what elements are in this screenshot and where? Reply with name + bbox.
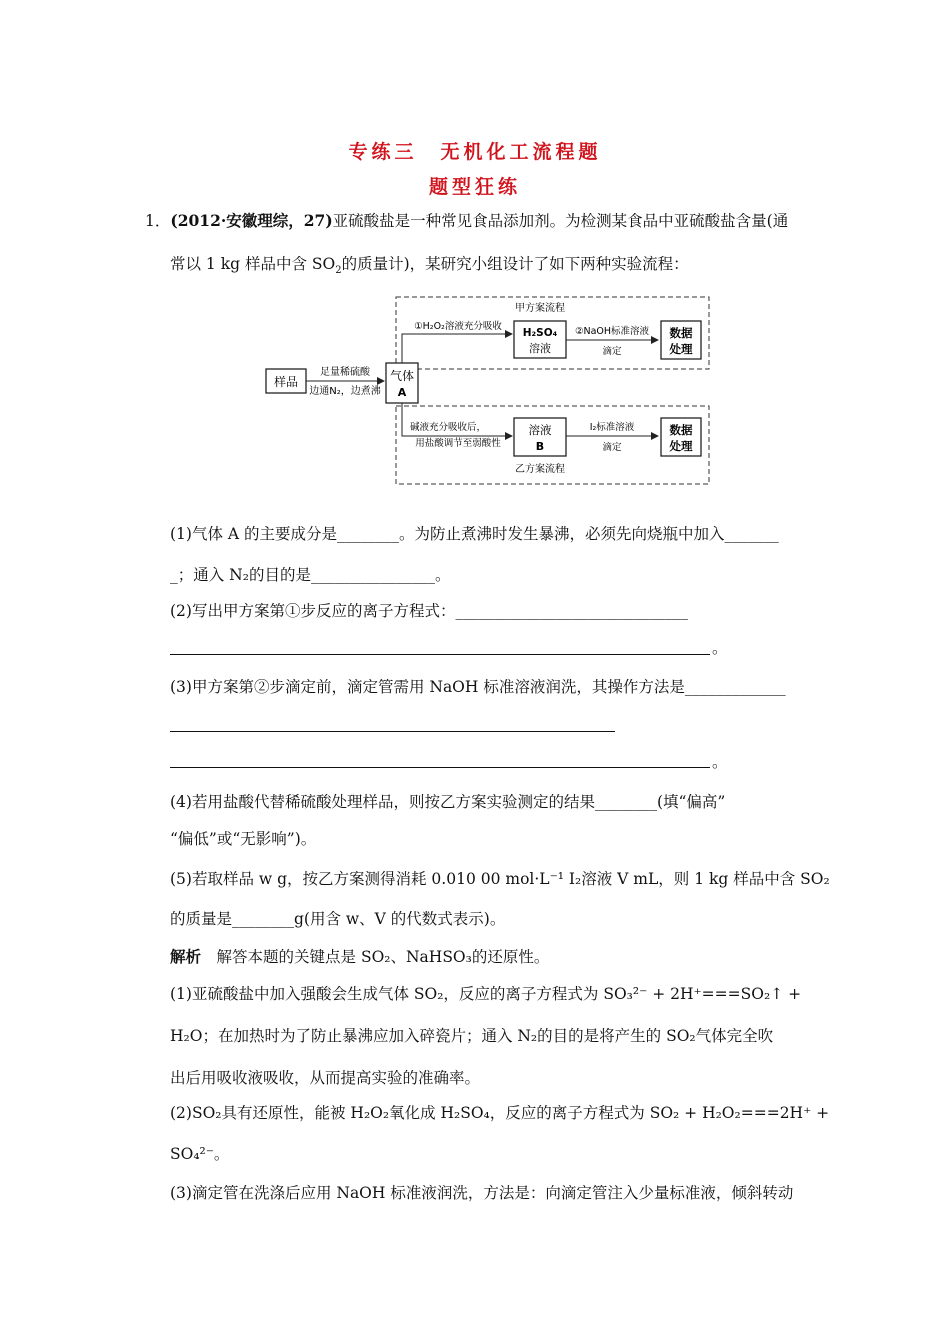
page-subtitle: 题型狂练 [428, 176, 521, 198]
analysis-p1-c: 出后用吸收液吸收，从而提高实验的准确率。 [170, 1069, 481, 1087]
analysis-p1-b: H₂O；在加热时为了防止暴沸应加入碎瓷片；通入 N₂的目的是将产生的 SO₂气体完全吹 [170, 1027, 774, 1045]
plan-a-step2-top: ②NaOH标准溶液 [574, 326, 650, 337]
plan-a-title: 甲方案流程 [515, 303, 565, 314]
plan-a-box1-line2: 溶液 [529, 342, 551, 355]
analysis-p1-a: (1)亚硫酸盐中加入强酸会生成气体 SO₂，反应的离子方程式为 SO₃²⁻ + 2H⁺===SO₂↑ + [170, 985, 802, 1003]
arrow1-top-label: 足量稀硫酸 [320, 367, 370, 378]
q5-line-a: (5)若取样品 w g，按乙方案测得消耗 0.010 00 mol·L⁻¹ I₂溶液 V mL，则 1 kg 样品中含 SO₂ [170, 870, 830, 888]
plan-a-step2-bottom: 滴定 [602, 346, 622, 357]
q2-line-end: 。 [712, 639, 728, 657]
q2-answer-rule [170, 654, 710, 655]
plan-a-box2-line2: 处理 [669, 342, 693, 356]
plan-b-box1-line2: B [535, 440, 545, 453]
q3-line-end: 。 [712, 753, 728, 771]
analysis-p3: (3)滴定管在洗涤后应用 NaOH 标准液润洗，方法是：向滴定管注入少量标准液，倾斜转动 [170, 1184, 794, 1202]
question-stem-b1: 常以 1 kg 样品中含 SO [170, 255, 336, 273]
gas-a-label-1: 气体 [389, 369, 415, 383]
q4-line-a: (4)若用盐酸代替稀硫酸处理样品，则按乙方案实验测定的结果________(填“偏高” [170, 793, 726, 811]
question-stem-line-1 [145, 210, 789, 232]
page-title: 专练三 无机化工流程题 [348, 141, 602, 163]
q1-line-b: _；通入 N₂的目的是________________。 [170, 566, 451, 584]
q5-line-b: 的质量是________g(用含 w、V 的代数式表示)。 [170, 910, 506, 928]
plan-b-box1-line1: 溶液 [528, 423, 552, 437]
q3-answer-rule-1 [170, 731, 615, 732]
plan-a-step1-label: ①H₂O₂溶液充分吸收 [414, 321, 502, 332]
arrow1-bottom-label: 边通N₂，边煮沸 [309, 386, 381, 397]
plan-b-title: 乙方案流程 [515, 464, 565, 475]
analysis-p2-a: (2)SO₂具有还原性，能被 H₂O₂氧化成 H₂SO₄，反应的离子方程式为 SO₂ + H₂O₂===2H⁺ + [170, 1104, 830, 1122]
plan-b-step1-line2: 用盐酸调节至弱酸性 [415, 438, 501, 449]
question-stem-b2: 的质量计)，某研究小组设计了如下两种实验流程： [341, 255, 689, 273]
flow-diagram [260, 292, 715, 488]
q3-answer-rule-2 [170, 767, 710, 768]
plan-b-step2-top: I₂标准溶液 [589, 422, 635, 433]
plan-a-box1-line1: H₂SO₄ [522, 327, 558, 339]
plan-b-step1-line1: 碱液充分吸收后， [409, 422, 487, 433]
analysis-intro-line [170, 946, 810, 968]
question-source: (2012·安徽理综，27) [170, 211, 333, 230]
question-number: 1． [145, 212, 171, 230]
analysis-label: 解析 [170, 947, 202, 966]
q3-line: (3)甲方案第②步滴定前，滴定管需用 NaOH 标准溶液润洗，其操作方法是_____________ [170, 678, 786, 696]
q1-line-a: (1)气体 A 的主要成分是________。为防止煮沸时发生暴沸，必须先向烧瓶中加入_______ [170, 525, 779, 543]
plan-a-box2-line1: 数据 [669, 326, 693, 340]
q2-line: (2)写出甲方案第①步反应的离子方程式：______________________________ [170, 602, 688, 620]
analysis-p2-b: SO₄²⁻。 [170, 1145, 230, 1163]
analysis-intro: 解答本题的关键点是 SO₂、NaHSO₃的还原性。 [216, 948, 550, 966]
plan-b-box2-line2: 处理 [669, 439, 693, 453]
sample-label: 样品 [273, 375, 299, 389]
plan-b-step2-bottom: 滴定 [602, 442, 622, 453]
question-stem-line-2: 常以 1 kg 样品中含 $SO_2$的质量计)，某研究小组设计了如下两种实验流程： [170, 255, 689, 277]
question-stem-a: 亚硫酸盐是一种常见食品添加剂。为检测某食品中亚硫酸盐含量(通 [332, 212, 789, 230]
gas-a-label-2: A [397, 386, 407, 399]
q4-line-b: “偏低”或“无影响”)。 [170, 830, 317, 848]
plan-b-box2-line1: 数据 [669, 423, 693, 437]
